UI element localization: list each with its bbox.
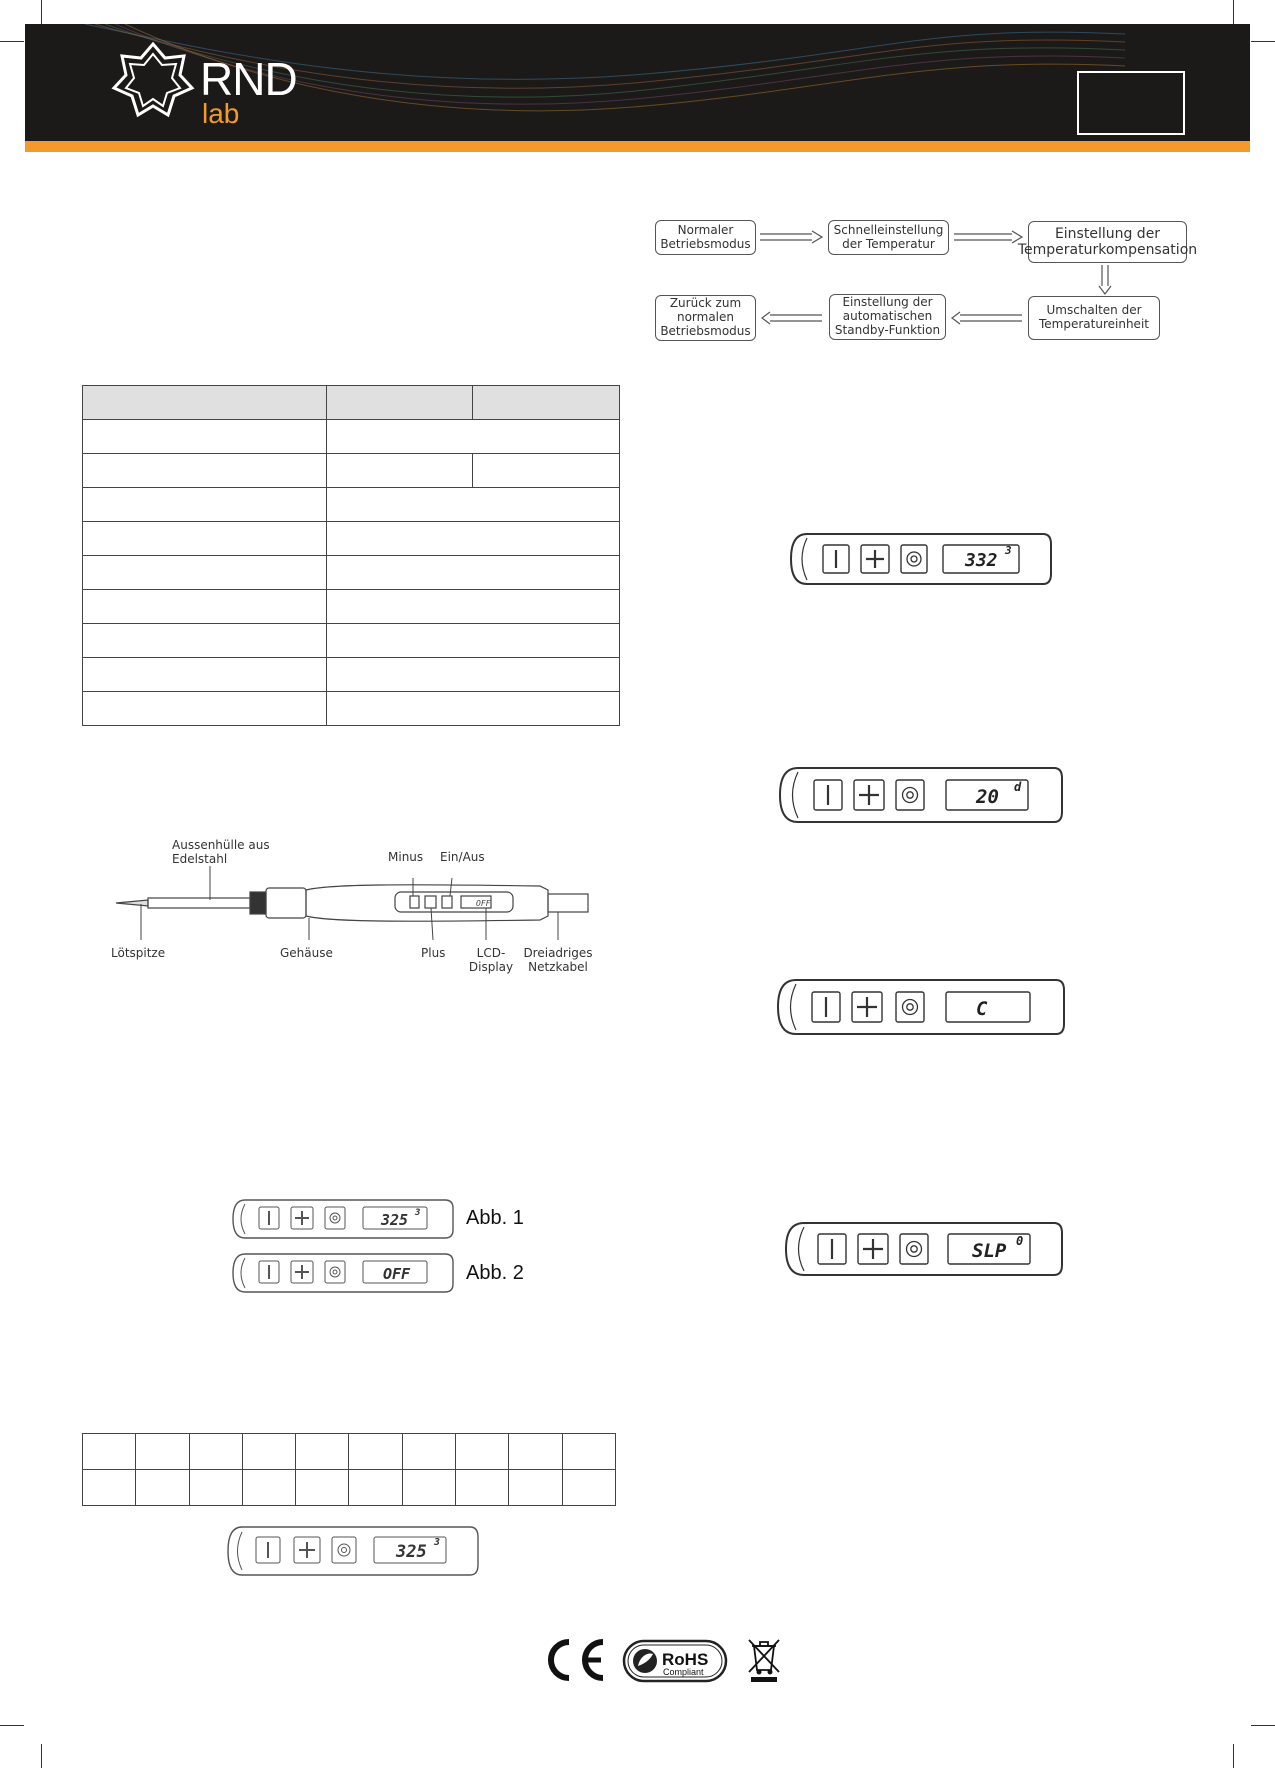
lcd-value: 20 [976, 786, 999, 808]
table-cell [136, 1470, 189, 1506]
flow-step-temp-compensation: Einstellung der Temperaturkompensation [1028, 221, 1187, 263]
table-cell [473, 454, 620, 488]
weee-bin-icon [746, 1636, 782, 1684]
control-panel-bottom [226, 1525, 480, 1577]
table-cell [83, 420, 327, 454]
table-cell [83, 556, 327, 590]
table-cell [327, 624, 620, 658]
table-row [83, 1434, 616, 1470]
table-cell [136, 1434, 189, 1470]
crop-mark [1233, 1744, 1234, 1768]
label-lcd: LCD-Display [468, 946, 514, 974]
table-cell [83, 1470, 136, 1506]
table-row [83, 556, 620, 590]
control-panel-standby-delay [778, 766, 1064, 824]
table-cell [562, 1434, 615, 1470]
lcd-value: SLP [972, 1240, 1007, 1262]
table-cell [349, 1434, 402, 1470]
table-cell [327, 522, 620, 556]
label-power: Ein/Aus [440, 850, 485, 864]
lcd-value: 332 [965, 550, 998, 571]
table-cell [562, 1470, 615, 1506]
flow-step-quick-temp: Schnelleinstellung der Temperatur [828, 220, 949, 255]
table-cell [349, 1470, 402, 1506]
table-cell [83, 624, 327, 658]
table-cell [402, 1434, 455, 1470]
table-cell [242, 1434, 295, 1470]
lcd-superscript: 3 [434, 1537, 441, 1548]
figure-caption-abb2: Abb. 2 [466, 1262, 524, 1284]
table-row [83, 522, 620, 556]
lcd-value: OFF [383, 1265, 411, 1283]
table-cell [473, 386, 620, 420]
table-cell [296, 1434, 349, 1470]
crop-mark [41, 1744, 42, 1768]
control-panel-abb2 [231, 1252, 455, 1294]
table-row [83, 454, 620, 488]
table-cell [189, 1470, 242, 1506]
label-tip: Lötspitze [111, 946, 166, 960]
lcd-value: 325 [381, 1211, 409, 1229]
control-panel-compensation [789, 532, 1053, 586]
flow-step-temp-unit: Umschalten der Temperatureinheit [1028, 296, 1160, 340]
table-row [83, 692, 620, 726]
table-cell [83, 658, 327, 692]
table-cell [242, 1470, 295, 1506]
lcd-superscript: 3 [1005, 544, 1012, 557]
table-cell [296, 1470, 349, 1506]
table-cell [456, 1470, 509, 1506]
table-row [83, 420, 620, 454]
control-panel-sleep [784, 1221, 1064, 1277]
table-row [83, 488, 620, 522]
label-stainless-housing: Aussenhülle aus Edelstahl [172, 838, 270, 866]
table-cell [189, 1434, 242, 1470]
flow-step-auto-standby: Einstellung der automatischen Standby-Funktion [829, 294, 946, 340]
control-panel-abb1 [231, 1198, 455, 1240]
flow-step-normal-mode: Normaler Betriebsmodus [655, 220, 756, 255]
table-cell [456, 1434, 509, 1470]
rohs-subtitle: Compliant [663, 1667, 704, 1677]
temperature-grid-table [82, 1433, 616, 1506]
control-panel-unit [776, 978, 1066, 1036]
ce-mark-icon [543, 1636, 607, 1684]
table-cell [83, 590, 327, 624]
table-row [83, 624, 620, 658]
label-cable: Dreiadriges Netzkabel [523, 946, 593, 974]
lcd-value: C [976, 998, 988, 1020]
label-plus: Plus [421, 946, 446, 960]
specification-table [82, 385, 620, 726]
table-cell [327, 386, 473, 420]
rohs-title: RoHS [662, 1650, 709, 1669]
table-cell [327, 590, 620, 624]
table-cell [83, 454, 327, 488]
lcd-value: 325 [396, 1542, 427, 1562]
rohs-compliant-icon [622, 1638, 728, 1684]
crop-mark [1251, 1725, 1275, 1726]
logo-brand-subtext: lab [202, 98, 240, 129]
logo-brand-text: RND [200, 53, 297, 105]
table-header-row [83, 386, 620, 420]
table-cell [509, 1470, 562, 1506]
table-cell [327, 692, 620, 726]
flow-step-back-normal: Zurück zum normalen Betriebsmodus [655, 295, 756, 341]
table-cell [509, 1434, 562, 1470]
table-cell [327, 488, 620, 522]
table-cell [83, 1434, 136, 1470]
table-cell [402, 1470, 455, 1506]
table-cell [83, 386, 327, 420]
label-body: Gehäuse [280, 946, 333, 960]
lcd-superscript: 3 [415, 1208, 421, 1218]
table-cell [83, 488, 327, 522]
table-row [83, 658, 620, 692]
table-cell [327, 454, 473, 488]
table-cell [327, 658, 620, 692]
lcd-superscript: 0 [1016, 1234, 1024, 1248]
crop-mark [0, 1725, 24, 1726]
label-minus: Minus [388, 850, 424, 864]
table-row [83, 1470, 616, 1506]
figure-caption-abb1: Abb. 1 [466, 1207, 524, 1229]
table-row [83, 590, 620, 624]
iron-lcd-value: OFF [476, 899, 491, 908]
table-cell [327, 420, 620, 454]
lcd-superscript: d [1014, 780, 1022, 794]
table-cell [327, 556, 620, 590]
table-cell [83, 692, 327, 726]
table-cell [83, 522, 327, 556]
